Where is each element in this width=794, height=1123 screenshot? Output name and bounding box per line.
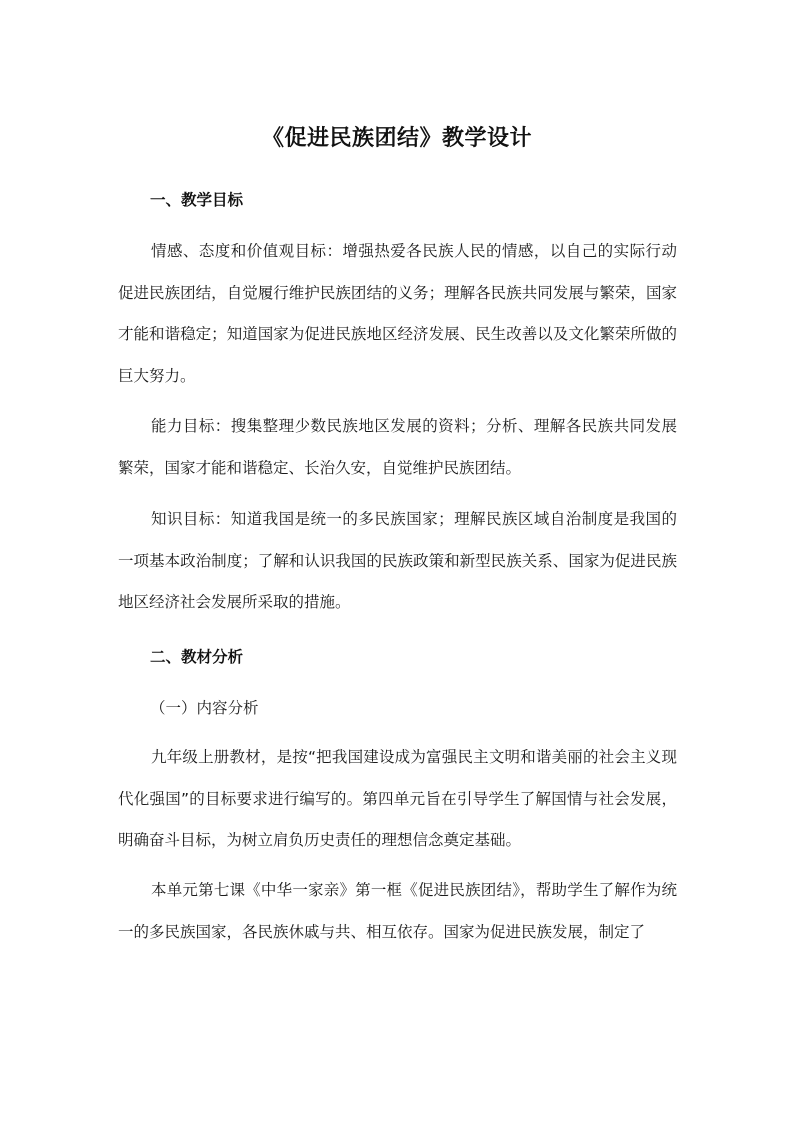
paragraph-knowledge-goal: 知识目标：知道我国是统一的多民族国家；理解民族区域自治制度是我国的一项基本政治制度；了解和认识我国的民族政策和新型民族关系、国家为促进民族地区经济社会发展所采取的措施。 [118, 510, 677, 611]
section-heading-textbook-analysis: 二、教材分析 [150, 648, 244, 666]
document-title: 《促进民族团结》教学设计 [261, 126, 532, 151]
subheading-content-analysis: （一）内容分析 [150, 699, 259, 717]
paragraph-ability-goal: 能力目标：搜集整理少数民族地区发展的资料；分析、理解各民族共同发展繁荣，国家才能和谐稳定、长治久安，自觉维护民族团结。 [118, 417, 677, 477]
paragraph-unit-intro: 本单元第七课《中华一家亲》第一框《促进民族团结》，帮助学生了解作为统一的多民族国家，各民族休戚与共、相互依存。国家为促进民族发展，制定了 [118, 881, 677, 941]
section-heading-teaching-goals: 一、教学目标 [150, 191, 244, 209]
paragraph-textbook-intro: 九年级上册教材，是按“把我国建设成为富强民主文明和谐美丽的社会主义现代化强国”的目标要求进行编写的。第四单元旨在引导学生了解国情与社会发展，明确奋斗目标，为树立肩负历史责任的理想信念奠定基础。 [118, 748, 677, 849]
paragraph-emotion-goal: 情感、态度和价值观目标：增强热爱各民族人民的情感，以自己的实际行动促进民族团结，自觉履行维护民族团结的义务；理解各民族共同发展与繁荣，国家才能和谐稳定；知道国家为促进民族地区经济发展、民生改善以及文化繁荣所做的巨大努力。 [118, 242, 677, 385]
